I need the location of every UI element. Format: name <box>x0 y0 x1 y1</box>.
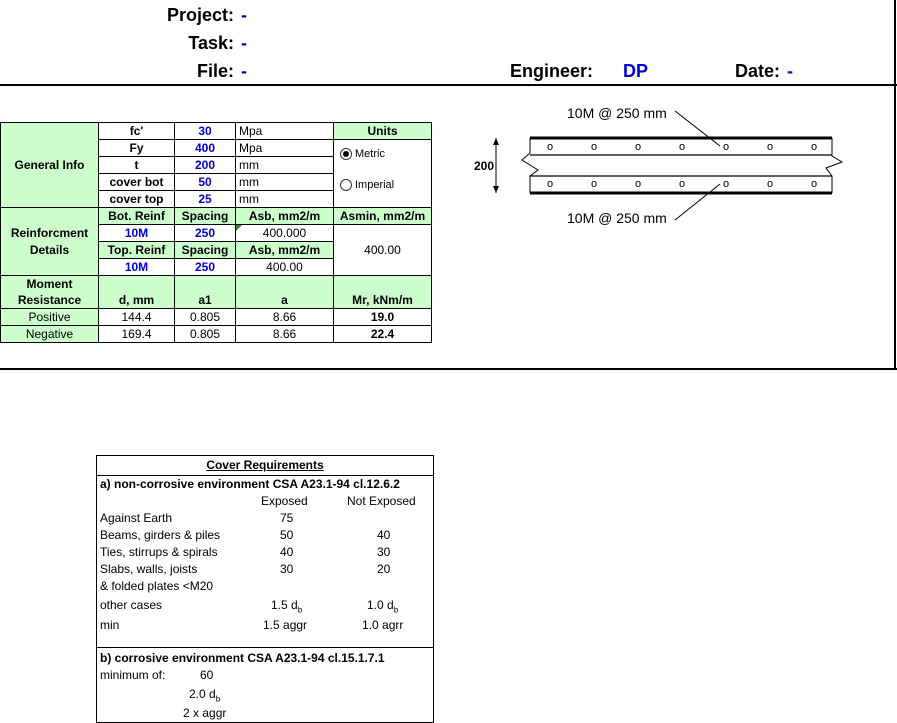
moment-d: 169.4 <box>99 326 175 343</box>
param-unit: Mpa <box>236 123 334 140</box>
project-value[interactable]: - <box>241 5 247 25</box>
param-unit: mm <box>236 174 334 191</box>
header-divider <box>0 84 897 86</box>
min-of-value: 60 <box>200 668 214 682</box>
task-label: Task: <box>188 33 234 53</box>
db-sub: b <box>215 694 221 704</box>
aggr-value: 2 x aggr <box>183 706 227 720</box>
dimension-arrow-bottom <box>493 186 499 193</box>
cover-section-divider <box>97 647 433 648</box>
param-name: Fy <box>99 140 175 157</box>
param-name: cover bot <box>99 174 175 191</box>
units-header: Units <box>334 123 432 140</box>
top-spacing[interactable]: 250 <box>175 259 236 276</box>
top-asb: 400.00 <box>236 259 334 276</box>
units-radio-group <box>334 140 432 208</box>
other-cases-label: other cases <box>100 598 163 612</box>
min-label: min <box>100 618 120 632</box>
fy-value[interactable]: 400 <box>175 140 236 157</box>
cover-row-not-exposed: 20 <box>377 562 391 576</box>
moment-label-line1: Moment <box>26 277 73 291</box>
param-name: cover top <box>99 191 175 208</box>
other-not-num: 1.0 d <box>367 598 394 612</box>
file-label: File: <box>196 61 234 81</box>
top-reinf-label: 10M @ 250 mm <box>567 105 667 121</box>
top-reinf-header: Top. Reinf <box>99 242 175 259</box>
moment-row-label: Positive <box>1 309 99 326</box>
moment-label-line2: Resistance <box>17 293 82 307</box>
metric-option[interactable] <box>340 146 425 161</box>
design-table <box>0 122 432 343</box>
file-value[interactable]: - <box>241 61 247 81</box>
spacing-header: Spacing <box>175 242 236 259</box>
param-name: t <box>99 157 175 174</box>
col-a1: a1 <box>175 276 236 309</box>
moment-a1: 0.805 <box>175 326 236 343</box>
cover-a-header: a) non-corrosive environment CSA A23.1-94 cl.12.6.2 <box>100 477 400 491</box>
reinforcement-label <box>1 208 99 276</box>
cover-row-label: Against Earth <box>100 511 173 525</box>
moment-a: 8.66 <box>236 309 334 326</box>
other-exposed <box>271 598 302 614</box>
break-line-left <box>522 138 538 193</box>
moment-d: 144.4 <box>99 309 175 326</box>
section-divider <box>0 368 897 370</box>
asb-header: Asb, mm2/m <box>236 242 334 259</box>
min-of-label: minimum of: <box>100 668 166 682</box>
fc-value[interactable]: 30 <box>175 123 236 140</box>
rebar-marker: o <box>590 178 598 190</box>
slab-section-diagram <box>470 98 870 233</box>
reinforcement-label-line2: Details <box>29 242 70 257</box>
moment-mr: 22.4 <box>334 326 432 343</box>
rebar-marker: o <box>722 141 730 153</box>
asb-header: Asb, mm2/m <box>236 208 334 225</box>
rebar-marker: o <box>722 178 730 190</box>
cover-row-exposed: 50 <box>280 528 294 542</box>
project-label: Project: <box>166 5 234 25</box>
cover-requirements-box <box>96 455 434 723</box>
rebar-marker: o <box>546 141 554 153</box>
cover-title-divider <box>97 475 433 476</box>
col-a: a <box>236 276 334 309</box>
moment-mr: 19.0 <box>334 309 432 326</box>
col-mr: Mr, kNm/m <box>334 276 432 309</box>
cover-b-header: b) corrosive environment CSA A23.1-94 cl.15.1.7.1 <box>100 651 385 665</box>
rebar-marker: o <box>810 178 818 190</box>
asmin-value: 400.00 <box>334 225 432 276</box>
col-d: d, mm <box>99 276 175 309</box>
moment-row-label: Negative <box>1 326 99 343</box>
other-not-exposed <box>367 598 398 614</box>
date-value[interactable]: - <box>787 61 793 81</box>
imperial-label: Imperial <box>355 178 395 191</box>
imperial-radio[interactable] <box>340 179 352 191</box>
metric-radio[interactable] <box>340 148 352 160</box>
top-bar-markers <box>547 141 817 153</box>
min-exposed: 1.5 aggr <box>263 618 308 632</box>
cover-row-not-exposed: 30 <box>377 545 391 559</box>
bottom-bar-markers <box>547 178 817 190</box>
other-not-sub: b <box>393 605 399 615</box>
cover-title: Cover Requirements <box>206 458 324 472</box>
cover-top-value[interactable]: 25 <box>175 191 236 208</box>
db-value <box>189 687 220 703</box>
rebar-marker: o <box>590 141 598 153</box>
metric-label: Metric <box>355 147 385 160</box>
cover-row-label: & folded plates <M20 <box>100 579 214 593</box>
bot-asb <box>236 225 334 242</box>
cover-row-not-exposed: 40 <box>377 528 391 542</box>
bot-reinf-header: Bot. Reinf <box>99 208 175 225</box>
col-not-exposed: Not Exposed <box>347 494 416 508</box>
right-border <box>894 0 896 370</box>
rebar-marker: o <box>546 178 554 190</box>
task-value[interactable]: - <box>241 33 247 53</box>
bottom-reinf-label: 10M @ 250 mm <box>567 210 667 226</box>
thickness-label: 200 <box>474 159 495 173</box>
other-exposed-sub: b <box>297 605 303 615</box>
cover-row-label: Slabs, walls, joists <box>100 562 198 576</box>
moment-a: 8.66 <box>236 326 334 343</box>
t-value[interactable]: 200 <box>175 157 236 174</box>
cover-row-label: Ties, stirrups & spirals <box>100 545 218 559</box>
asmin-header: Asmin, mm2/m <box>334 208 432 225</box>
moment-a1: 0.805 <box>175 309 236 326</box>
param-name: fc' <box>99 123 175 140</box>
rebar-marker: o <box>634 178 642 190</box>
param-unit: Mpa <box>236 140 334 157</box>
general-info-label: General Info <box>1 123 99 208</box>
rebar-marker: o <box>810 141 818 153</box>
date-label: Date: <box>734 61 780 81</box>
bot-bar-size[interactable]: 10M <box>99 225 175 242</box>
rebar-marker: o <box>634 141 642 153</box>
engineer-label: Engineer: <box>509 61 593 81</box>
rebar-marker: o <box>766 178 774 190</box>
engineer-value[interactable]: DP <box>623 61 649 81</box>
db-num: 2.0 d <box>189 687 216 701</box>
comment-marker <box>236 225 242 231</box>
imperial-option[interactable] <box>340 177 425 192</box>
dimension-arrow-top <box>493 138 499 145</box>
break-line-right <box>826 138 842 193</box>
rebar-marker: o <box>678 141 686 153</box>
reinforcement-label-line1: Reinforcment <box>10 225 89 240</box>
bot-spacing[interactable]: 250 <box>175 225 236 242</box>
other-exposed-num: 1.5 d <box>271 598 298 612</box>
top-bar-size[interactable]: 10M <box>99 259 175 276</box>
param-unit: mm <box>236 157 334 174</box>
bot-asb-value: 400.000 <box>262 226 307 240</box>
cover-bot-value[interactable]: 50 <box>175 174 236 191</box>
col-exposed: Exposed <box>261 494 308 508</box>
min-not-exposed: 1.0 agrr <box>362 618 404 632</box>
param-unit: mm <box>236 191 334 208</box>
cover-row-exposed: 40 <box>280 545 294 559</box>
moment-label <box>1 276 99 309</box>
spacing-header: Spacing <box>175 208 236 225</box>
cover-row-label: Beams, girders & piles <box>100 528 221 542</box>
cover-row-exposed: 75 <box>280 511 294 525</box>
rebar-marker: o <box>678 178 686 190</box>
rebar-marker: o <box>766 141 774 153</box>
cover-row-exposed: 30 <box>280 562 294 576</box>
